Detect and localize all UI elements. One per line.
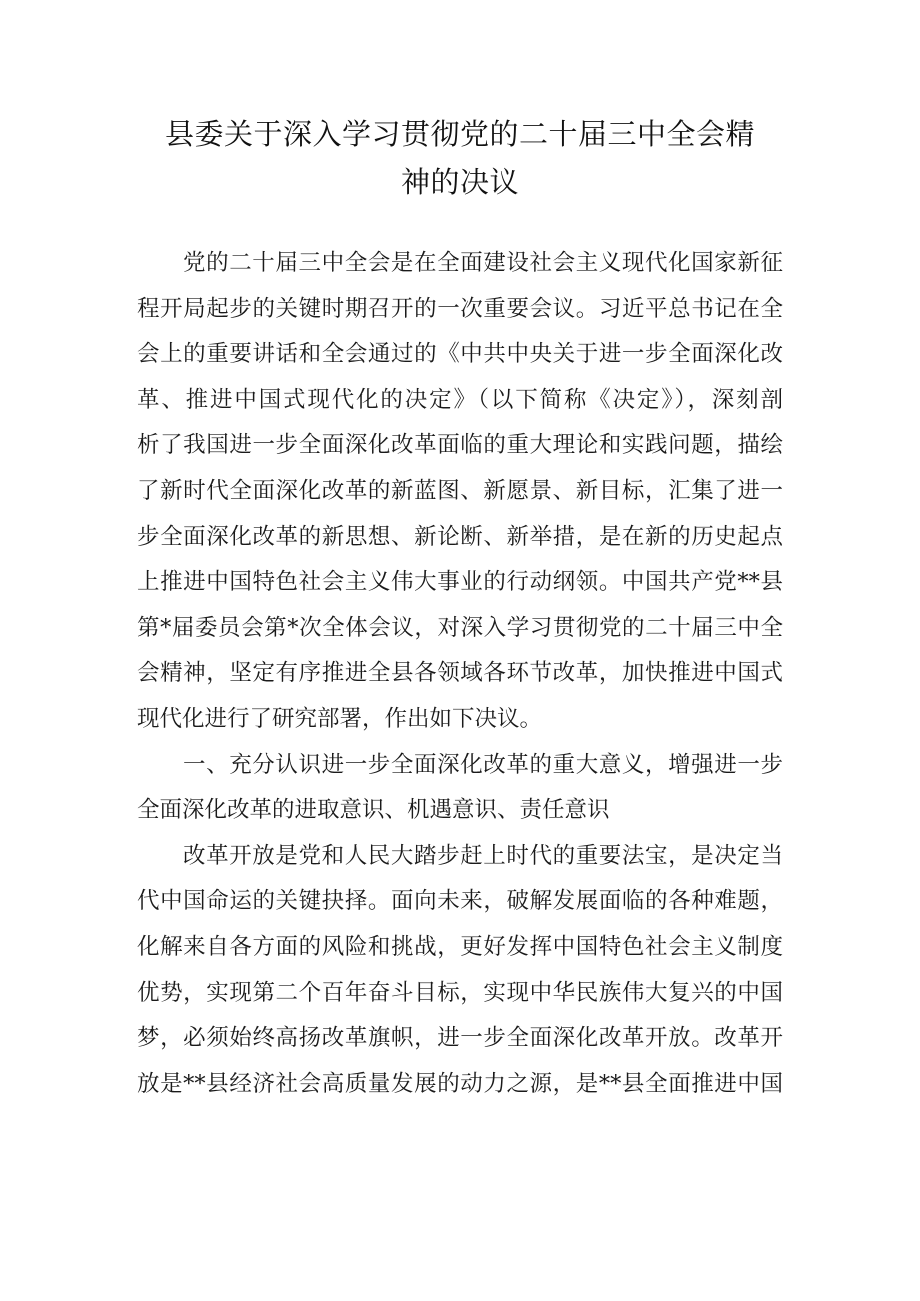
text-line: 化解来自各方面的风险和挑战，更好发挥中国特色社会主义制度 bbox=[137, 933, 783, 960]
paragraph-intro bbox=[137, 241, 783, 743]
paragraph-reform bbox=[137, 834, 783, 1108]
text-line: 第*届委员会第*次全体会议，对深入学习贯彻党的二十届三中全 bbox=[137, 614, 783, 641]
text-line: 步全面深化改革的新思想、新论断、新举措，是在新的历史起点 bbox=[137, 523, 783, 550]
text-line: 了新时代全面深化改革的新蓝图、新愿景、新目标，汇集了进一 bbox=[137, 477, 783, 504]
text-line: 放是**县经济社会高质量发展的动力之源，是**县全面推进中国 bbox=[137, 1070, 783, 1097]
text-line: 梦，必须始终高扬改革旗帜，进一步全面深化改革开放。改革开 bbox=[137, 1025, 783, 1052]
text-line: 党的二十届三中全会是在全面建设社会主义现代化国家新征 bbox=[183, 250, 783, 276]
text-line: 会上的重要讲话和全会通过的《中共中央关于进一步全面深化改 bbox=[137, 341, 783, 368]
document-title bbox=[130, 110, 790, 206]
section-heading-1 bbox=[137, 743, 783, 834]
text-line: 析了我国进一步全面深化改革面临的重大理论和实践问题，描绘 bbox=[137, 432, 783, 459]
text-line: 改革开放是党和人民大踏步赶上时代的重要法宝，是决定当 bbox=[183, 842, 783, 869]
text-line: 现代化进行了研究部署，作出如下决议。 bbox=[137, 705, 543, 732]
text-line: 优势，实现第二个百年奋斗目标，实现中华民族伟大复兴的中国 bbox=[137, 979, 783, 1006]
text-line: 代中国命运的关键抉择。面向未来，破解发展面临的各种难题， bbox=[137, 888, 783, 915]
heading-line: 全面深化改革的进取意识、机遇意识、责任意识 bbox=[137, 797, 610, 824]
heading-line: 一、充分认识进一步全面深化改革的重大意义，增强进一步 bbox=[183, 751, 783, 778]
title-line: 县委关于深入学习贯彻党的二十届三中全会精 bbox=[164, 117, 755, 151]
text-line: 革、推进中国式现代化的决定》（以下简称《决定》），深刻剖 bbox=[137, 386, 783, 413]
document-body bbox=[137, 241, 783, 1107]
text-line: 上推进中国特色社会主义伟大事业的行动纲领。中国共产党**县 bbox=[137, 569, 783, 596]
text-line: 会精神，坚定有序推进全县各领域各环节改革，加快推进中国式 bbox=[137, 660, 783, 687]
text-line: 程开局起步的关键时期召开的一次重要会议。习近平总书记在全 bbox=[137, 295, 783, 322]
title-line: 神的决议 bbox=[400, 165, 519, 199]
